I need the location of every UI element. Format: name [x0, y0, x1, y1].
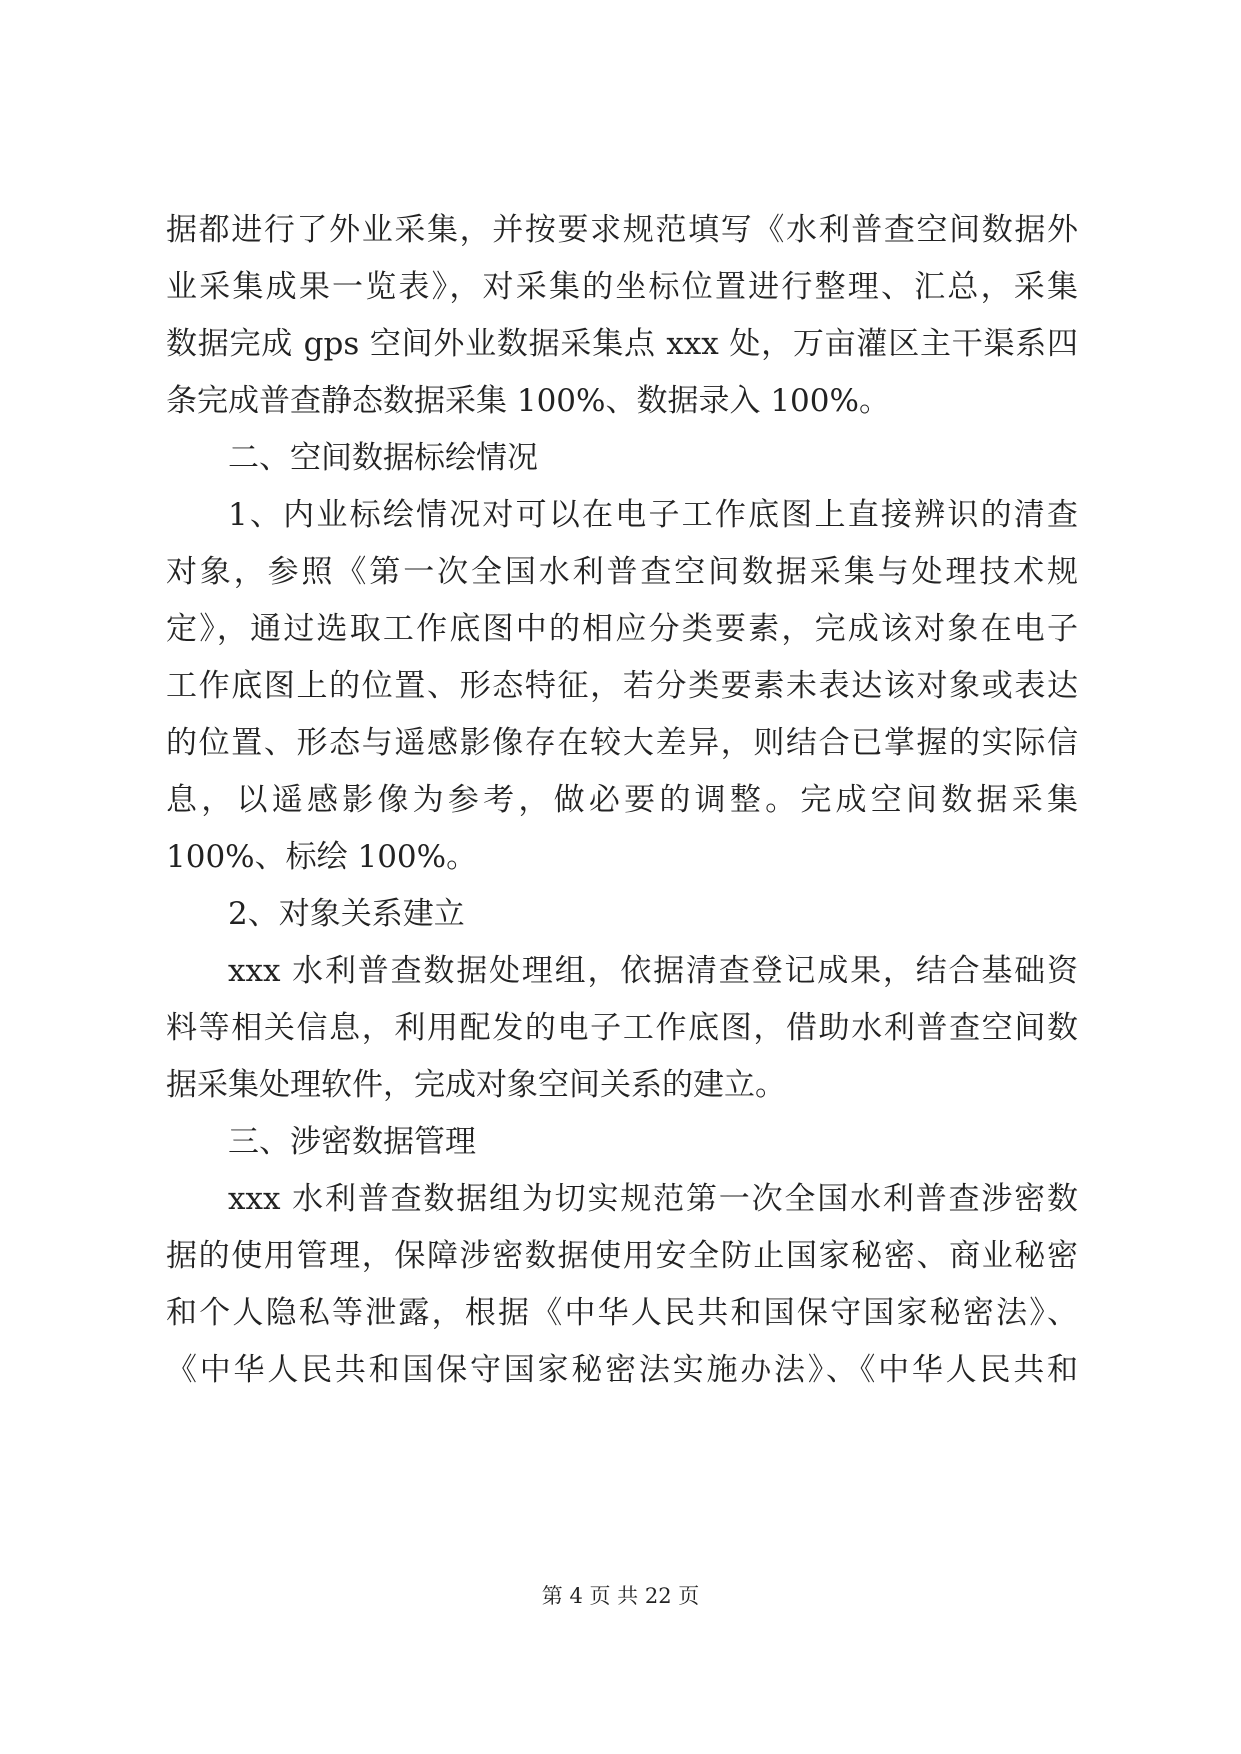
paragraph-line: 据都进行了外业采集，并按要求规范填写《水利普查空间数据外 — [166, 212, 1078, 248]
paragraph-line: 业采集成果一览表》，对采集的坐标位置进行整理、汇总，采集 — [166, 269, 1078, 305]
paragraph-line: 据采集处理软件，完成对象空间关系的建立。 — [166, 1067, 786, 1103]
paragraph-line: 100%、标绘 100%。 — [166, 839, 478, 875]
paragraph-line: 料等相关信息，利用配发的电子工作底图，借助水利普查空间数 — [166, 1010, 1078, 1046]
section-heading: 二、空间数据标绘情况 — [228, 440, 538, 476]
paragraph-line: 工作底图上的位置、形态特征，若分类要素未表达该对象或表达 — [166, 668, 1078, 704]
paragraph-line: 条完成普查静态数据采集 100%、数据录入 100%。 — [166, 383, 890, 419]
paragraph-line: 和个人隐私等泄露，根据《中华人民共和国保守国家秘密法》、 — [166, 1295, 1078, 1331]
paragraph-line: 数据完成 gps 空间外业数据采集点 xxx 处，万亩灌区主干渠系四 — [166, 326, 1078, 362]
paragraph-line: 的位置、形态与遥感影像存在较大差异，则结合已掌握的实际信 — [166, 725, 1078, 761]
paragraph-line: 1、内业标绘情况对可以在电子工作底图上直接辨识的清查 — [228, 497, 1078, 533]
paragraph-line: 定》，通过选取工作底图中的相应分类要素，完成该对象在电子 — [166, 611, 1078, 647]
section-heading: 三、涉密数据管理 — [228, 1124, 476, 1160]
section-heading: 2、对象关系建立 — [228, 896, 465, 932]
page-number-footer: 第 4 页 共 22 页 — [541, 1584, 700, 1608]
paragraph-line: xxx 水利普查数据组为切实规范第一次全国水利普查涉密数 — [228, 1181, 1078, 1217]
paragraph-line: 据的使用管理，保障涉密数据使用安全防止国家秘密、商业秘密 — [166, 1238, 1078, 1274]
paragraph-line: 对象，参照《第一次全国水利普查空间数据采集与处理技术规 — [166, 554, 1078, 590]
paragraph-line: xxx 水利普查数据处理组，依据清查登记成果，结合基础资 — [228, 953, 1078, 989]
paragraph-line: 息，以遥感影像为参考，做必要的调整。完成空间数据采集 — [166, 782, 1078, 818]
paragraph-line: 《中华人民共和国保守国家秘密法实施办法》、《中华人民共和 — [166, 1352, 1078, 1388]
